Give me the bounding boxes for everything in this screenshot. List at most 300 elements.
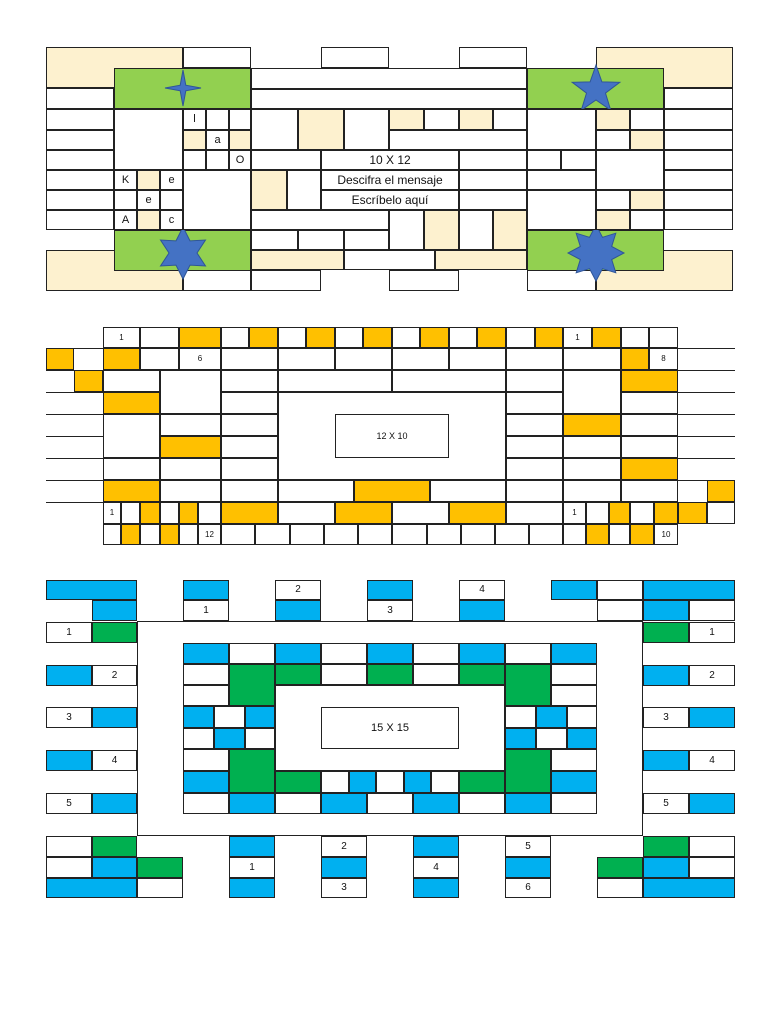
clue-number: 4 xyxy=(92,750,137,771)
corner-block xyxy=(643,600,689,621)
grid-cell xyxy=(160,370,221,414)
clue-number: 2 xyxy=(321,836,367,857)
side-line xyxy=(46,458,103,459)
grid-cell xyxy=(221,436,278,458)
grid-cell xyxy=(609,502,630,524)
grid-cell xyxy=(563,370,621,414)
grid-cell xyxy=(621,458,678,480)
grid-cell xyxy=(597,857,643,878)
grid-cell xyxy=(46,150,114,170)
grid-cell xyxy=(46,750,92,771)
grid-cell xyxy=(229,664,275,706)
grid-cell xyxy=(46,210,114,230)
grid-cell xyxy=(251,210,389,230)
grid-cell xyxy=(179,524,198,545)
grid-cell xyxy=(643,665,689,686)
grid-cell xyxy=(389,130,527,150)
grid-cell xyxy=(505,643,551,664)
grid-cell xyxy=(551,580,597,600)
grid-cell xyxy=(221,327,249,348)
grid-cell xyxy=(459,150,527,170)
grid-cell xyxy=(160,480,221,502)
grid-cell xyxy=(459,210,493,250)
grid-cell xyxy=(596,130,630,150)
grid-cell xyxy=(103,524,121,545)
grid-cell xyxy=(506,436,563,458)
grid-cell xyxy=(321,47,389,68)
clue-number: 3 xyxy=(321,878,367,898)
grid-cell xyxy=(137,857,183,878)
grid-cell xyxy=(278,348,335,370)
clue-number: 8 xyxy=(649,348,678,370)
grid-cell xyxy=(206,150,229,170)
grid-cell xyxy=(358,524,392,545)
grid-cell xyxy=(567,728,597,749)
grid-cell xyxy=(506,458,563,480)
grid-cell xyxy=(506,480,563,502)
clue-number: 1 xyxy=(103,327,140,348)
grid-cell xyxy=(630,502,654,524)
grid-cell xyxy=(678,502,707,524)
corner-block xyxy=(643,857,689,878)
grid-cell xyxy=(563,414,621,436)
grid-cell xyxy=(689,793,735,814)
grid-cell xyxy=(140,502,160,524)
four-point-star-icon xyxy=(163,68,203,108)
grid-cell xyxy=(459,793,505,814)
grid-cell xyxy=(431,771,459,793)
grid-cell xyxy=(449,348,506,370)
six-point-star-icon xyxy=(155,225,211,281)
grid-cell xyxy=(46,170,114,190)
grid-cell xyxy=(563,348,621,370)
grid-cell xyxy=(183,130,206,150)
grid-cell xyxy=(551,685,597,706)
grid-cell xyxy=(551,771,597,793)
grid-cell xyxy=(596,109,630,130)
grid-cell xyxy=(506,348,563,370)
grid-cell xyxy=(229,878,275,898)
grid-cell xyxy=(46,348,74,370)
grid-cell xyxy=(229,793,275,814)
clue-number: 1 xyxy=(46,622,92,643)
grid-cell xyxy=(389,210,424,250)
letter-cell: e xyxy=(137,190,160,210)
grid-cell xyxy=(506,392,563,414)
grid-cell xyxy=(527,150,561,170)
grid-cell xyxy=(251,68,527,89)
grid-cell xyxy=(505,664,551,706)
side-line xyxy=(678,458,735,459)
grid-cell xyxy=(649,327,678,348)
grid-cell xyxy=(298,109,344,150)
grid-cell xyxy=(183,47,251,68)
size-label: 10 X 12 xyxy=(321,150,459,170)
grid-cell xyxy=(621,327,649,348)
clue-number: 5 xyxy=(505,836,551,857)
grid-cell xyxy=(229,109,251,130)
grid-cell xyxy=(103,392,160,414)
side-line xyxy=(678,348,735,349)
letter-cell: O xyxy=(229,150,251,170)
grid-cell xyxy=(251,250,344,270)
clue-number: 4 xyxy=(689,750,735,771)
grid-cell xyxy=(493,109,527,130)
grid-cell xyxy=(335,348,392,370)
grid-cell xyxy=(664,109,733,130)
grid-cell xyxy=(413,643,459,664)
grid-cell xyxy=(251,270,321,291)
grid-cell xyxy=(335,502,392,524)
clue-number: 3 xyxy=(46,707,92,728)
grid-cell xyxy=(275,664,321,685)
grid-cell xyxy=(92,622,137,643)
clue-number: 3 xyxy=(367,600,413,621)
grid-cell xyxy=(321,793,367,814)
grid-cell xyxy=(367,643,413,664)
grid-cell xyxy=(609,524,630,545)
grid-cell xyxy=(367,793,413,814)
grid-cell xyxy=(527,109,596,150)
grid-cell xyxy=(561,150,596,170)
grid-cell xyxy=(183,728,214,749)
grid-cell xyxy=(689,857,735,878)
grid-cell xyxy=(275,600,321,621)
grid-cell xyxy=(278,480,354,502)
grid-cell xyxy=(251,230,298,250)
clue-number: 1 xyxy=(563,327,592,348)
grid-cell xyxy=(251,170,287,210)
grid-cell xyxy=(183,664,229,685)
grid-cell xyxy=(664,150,733,170)
grid-cell xyxy=(229,130,251,150)
grid-cell xyxy=(275,643,321,664)
side-line xyxy=(678,414,735,415)
grid-cell xyxy=(459,643,505,664)
corner-block xyxy=(643,878,735,898)
grid-cell xyxy=(551,749,597,771)
grid-cell xyxy=(160,524,179,545)
side-line xyxy=(678,436,735,437)
clue-number: 4 xyxy=(459,580,505,600)
grid-cell xyxy=(221,348,278,370)
grid-cell xyxy=(664,88,733,109)
grid-cell xyxy=(221,392,278,414)
grid-cell xyxy=(221,480,278,502)
grid-cell xyxy=(103,414,160,458)
grid-cell xyxy=(103,480,160,502)
grid-cell xyxy=(46,836,92,857)
grid-cell xyxy=(354,480,430,502)
grid-cell xyxy=(424,210,459,250)
grid-cell xyxy=(536,706,567,728)
size-label: 15 X 15 xyxy=(321,707,459,749)
grid-cell xyxy=(551,643,597,664)
grid-cell xyxy=(664,190,733,210)
grid-cell xyxy=(92,836,137,857)
grid-cell xyxy=(183,706,214,728)
grid-cell xyxy=(435,250,527,270)
grid-cell xyxy=(278,327,306,348)
grid-cell xyxy=(137,210,160,230)
grid-cell xyxy=(529,524,563,545)
grid-cell xyxy=(367,580,413,600)
grid-cell xyxy=(214,728,245,749)
grid-cell xyxy=(630,109,664,130)
grid-cell xyxy=(459,109,493,130)
grid-cell xyxy=(229,643,275,664)
grid-cell xyxy=(413,664,459,685)
grid-cell xyxy=(251,109,298,150)
grid-cell xyxy=(505,793,551,814)
grid-cell xyxy=(306,327,335,348)
grid-cell xyxy=(363,327,392,348)
grid-cell xyxy=(321,771,349,793)
grid-cell xyxy=(630,524,654,545)
grid-cell xyxy=(563,480,621,502)
grid-cell xyxy=(707,502,735,524)
grid-cell xyxy=(367,664,413,685)
side-line xyxy=(678,370,735,371)
grid-cell xyxy=(506,370,563,392)
grid-cell xyxy=(183,150,206,170)
grid-cell xyxy=(140,327,179,348)
grid-cell xyxy=(567,706,597,728)
grid-cell xyxy=(449,327,477,348)
grid-cell xyxy=(46,857,92,878)
corner-block xyxy=(643,580,735,600)
grid-cell xyxy=(251,150,321,170)
clue-number: 2 xyxy=(275,580,321,600)
grid-cell xyxy=(251,89,527,109)
clue-number: 1 xyxy=(183,600,229,621)
side-line xyxy=(46,480,103,481)
grid-cell xyxy=(278,502,335,524)
grid-cell xyxy=(321,643,367,664)
grid-cell xyxy=(689,707,735,728)
grid-cell xyxy=(344,109,389,150)
grid-cell xyxy=(621,370,678,392)
grid-cell xyxy=(392,370,506,392)
clue-number: 5 xyxy=(46,793,92,814)
grid-cell xyxy=(321,664,367,685)
grid-cell xyxy=(392,327,420,348)
grid-cell xyxy=(287,170,321,210)
grid-cell xyxy=(46,88,114,109)
grid-cell xyxy=(114,190,137,210)
grid-cell xyxy=(92,793,137,814)
grid-cell xyxy=(179,502,198,524)
grid-cell xyxy=(420,327,449,348)
grid-cell xyxy=(664,130,733,150)
grid-cell xyxy=(183,170,251,230)
grid-cell xyxy=(459,190,527,210)
letter-cell: A xyxy=(114,210,137,230)
grid-cell xyxy=(551,664,597,685)
grid-cell xyxy=(597,580,643,600)
grid-cell xyxy=(392,524,427,545)
grid-cell xyxy=(427,524,461,545)
grid-cell xyxy=(160,414,221,436)
grid-cell xyxy=(121,524,140,545)
grid-cell xyxy=(275,771,321,793)
grid-cell xyxy=(643,750,689,771)
grid-cell xyxy=(46,130,114,150)
grid-cell xyxy=(245,728,275,749)
grid-cell xyxy=(459,170,527,190)
grid-cell xyxy=(621,414,678,436)
grid-cell xyxy=(183,643,229,664)
grid-cell xyxy=(563,436,621,458)
letter-cell: c xyxy=(160,210,183,230)
instruction-text: Escríbelo aquí xyxy=(321,190,459,210)
grid-cell xyxy=(389,109,424,130)
grid-cell xyxy=(245,706,275,728)
corner-block xyxy=(46,878,137,898)
clue-number: 12 xyxy=(198,524,221,545)
grid-cell xyxy=(221,502,278,524)
grid-cell xyxy=(621,480,678,502)
side-line xyxy=(46,392,103,393)
grid-cell xyxy=(229,836,275,857)
side-line xyxy=(46,436,103,437)
grid-cell xyxy=(536,728,567,749)
clue-number: 3 xyxy=(643,707,689,728)
grid-cell xyxy=(654,502,678,524)
grid-cell xyxy=(376,771,404,793)
grid-cell xyxy=(321,857,367,878)
grid-cell xyxy=(597,878,643,898)
grid-cell xyxy=(505,857,551,878)
grid-cell xyxy=(630,210,664,230)
grid-cell xyxy=(596,190,630,210)
grid-cell xyxy=(221,458,278,480)
grid-cell xyxy=(664,170,733,190)
grid-cell xyxy=(505,706,536,728)
grid-cell xyxy=(229,749,275,793)
grid-cell xyxy=(459,47,527,68)
grid-cell xyxy=(459,771,505,793)
letter-cell: K xyxy=(114,170,137,190)
grid-cell xyxy=(506,502,563,524)
grid-cell xyxy=(389,270,459,291)
clue-number: 4 xyxy=(413,857,459,878)
grid-cell xyxy=(493,210,527,250)
grid-cell xyxy=(596,210,630,230)
clue-number: 6 xyxy=(505,878,551,898)
grid-cell xyxy=(664,210,733,230)
grid-cell xyxy=(206,109,229,130)
grid-cell xyxy=(183,749,229,771)
grid-cell xyxy=(596,150,664,190)
grid-cell xyxy=(46,190,114,210)
grid-cell xyxy=(404,771,431,793)
grid-cell xyxy=(183,580,229,600)
grid-cell xyxy=(160,190,183,210)
grid-cell xyxy=(103,458,160,480)
grid-cell xyxy=(630,130,664,150)
clue-number: 6 xyxy=(179,348,221,370)
grid-cell xyxy=(344,230,389,250)
size-label: 12 X 10 xyxy=(335,414,449,458)
grid-cell xyxy=(597,600,643,621)
grid-cell xyxy=(586,524,609,545)
grid-cell xyxy=(527,170,596,190)
grid-cell xyxy=(621,392,678,414)
grid-cell xyxy=(413,836,459,857)
grid-cell xyxy=(46,665,92,686)
grid-cell xyxy=(198,502,221,524)
grid-cell xyxy=(255,524,290,545)
clue-number: 2 xyxy=(92,665,137,686)
grid-cell xyxy=(46,109,114,130)
grid-cell xyxy=(477,327,506,348)
corner-block xyxy=(46,580,137,600)
grid-cell xyxy=(179,327,221,348)
grid-cell xyxy=(275,793,321,814)
grid-cell xyxy=(689,600,735,621)
grid-cell xyxy=(505,728,536,749)
clue-number: 1 xyxy=(229,857,275,878)
grid-cell xyxy=(278,370,392,392)
grid-cell xyxy=(621,436,678,458)
grid-cell xyxy=(103,348,140,370)
grid-cell xyxy=(249,327,278,348)
grid-cell xyxy=(160,458,221,480)
grid-cell xyxy=(563,458,621,480)
clue-number: 1 xyxy=(563,502,586,524)
letter-cell: e xyxy=(160,170,183,190)
grid-cell xyxy=(643,836,689,857)
clue-number: 5 xyxy=(643,793,689,814)
side-line xyxy=(678,392,735,393)
grid-cell xyxy=(140,348,179,370)
grid-cell xyxy=(114,109,183,170)
grid-cell xyxy=(121,502,140,524)
grid-cell xyxy=(430,480,506,502)
letter-cell: a xyxy=(206,130,229,150)
instruction-text: Descifra el mensaje xyxy=(321,170,459,190)
grid-cell xyxy=(324,524,358,545)
grid-cell xyxy=(92,707,137,728)
grid-cell xyxy=(621,348,649,370)
grid-cell xyxy=(506,414,563,436)
grid-cell xyxy=(527,190,596,230)
grid-cell xyxy=(505,749,551,793)
grid-cell xyxy=(506,327,535,348)
grid-cell xyxy=(221,524,255,545)
grid-cell xyxy=(183,685,229,706)
grid-cell xyxy=(392,502,449,524)
grid-cell xyxy=(535,327,563,348)
grid-cell xyxy=(459,600,505,621)
letter-cell: l xyxy=(183,109,206,130)
grid-cell xyxy=(563,524,586,545)
grid-cell xyxy=(74,370,103,392)
grid-cell xyxy=(413,878,459,898)
clue-number: 10 xyxy=(654,524,678,545)
grid-cell xyxy=(335,327,363,348)
grid-cell xyxy=(137,878,183,898)
clue-number: 1 xyxy=(689,622,735,643)
clue-number: 1 xyxy=(103,502,121,524)
grid-cell xyxy=(689,836,735,857)
grid-cell xyxy=(214,706,245,728)
grid-cell xyxy=(449,502,506,524)
grid-cell xyxy=(183,771,229,793)
eight-point-star-icon xyxy=(566,223,626,283)
grid-cell xyxy=(103,370,160,392)
